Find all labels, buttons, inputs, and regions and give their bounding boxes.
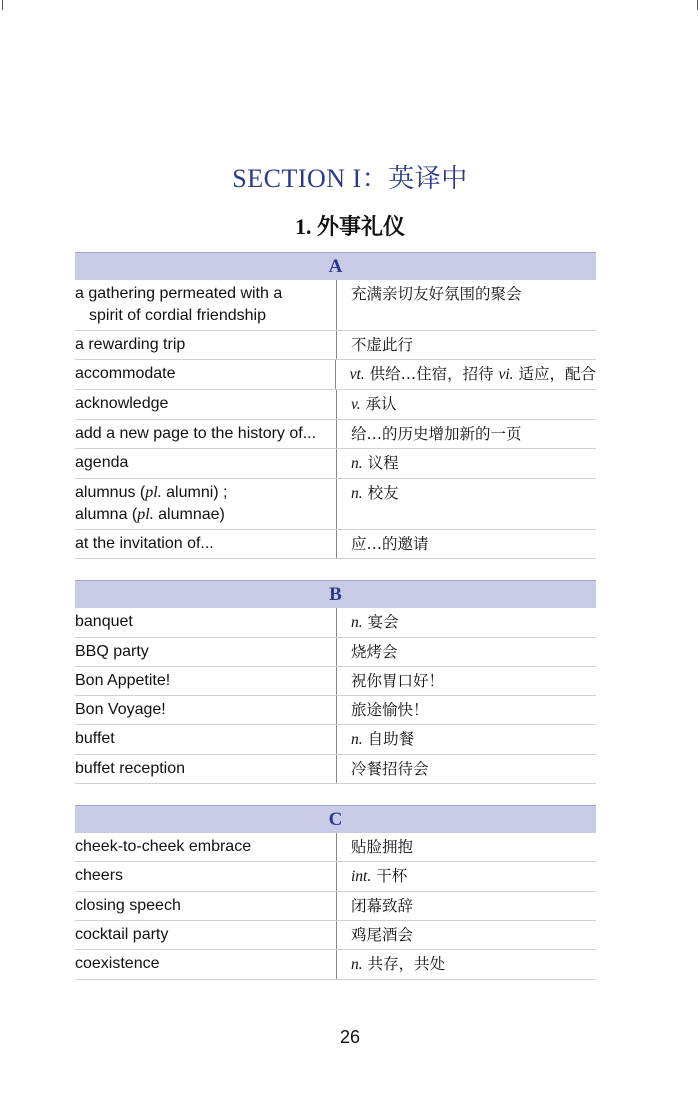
chinese-translation-text: 议程 — [367, 454, 399, 472]
chinese-translation — [337, 921, 596, 949]
glossary-table — [75, 252, 596, 1001]
glossary-row — [75, 696, 596, 725]
chinese-translation-text: 祝你胃口好！ — [351, 672, 445, 690]
chinese-translation-text: 烧烤会 — [351, 643, 398, 661]
english-term-text: alumna ( — [75, 506, 138, 523]
group-letter-header: A — [75, 252, 596, 280]
english-term-line: spirit of cordial friendship — [89, 307, 266, 324]
chinese-translation-text: 旅途愉快！ — [351, 701, 429, 719]
glossary-row — [75, 950, 596, 980]
glossary-row — [75, 420, 596, 449]
english-term — [75, 530, 337, 558]
chinese-translation — [336, 360, 596, 389]
chinese-translation-text: 贴脸拥抱 — [351, 838, 414, 856]
glossary-row — [75, 667, 596, 696]
english-term-line: a gathering permeated with a — [75, 285, 283, 302]
english-term — [75, 950, 337, 979]
part-of-speech: n. — [351, 956, 363, 973]
english-term-line: buffet reception — [75, 760, 186, 777]
english-term-line: buffet — [75, 730, 115, 747]
chinese-translation-text: 自助餐 — [367, 730, 415, 748]
english-term-line — [75, 504, 332, 526]
chinese-translation-text: 干杯 — [376, 867, 408, 885]
chinese-translation — [337, 696, 596, 724]
english-term — [75, 921, 337, 949]
chinese-translation — [337, 755, 596, 783]
chinese-translation — [337, 862, 596, 891]
glossary-row — [75, 360, 596, 390]
glossary-row — [75, 755, 596, 784]
english-term — [75, 638, 337, 666]
chinese-translation — [337, 667, 596, 695]
chinese-translation-text: 承认 — [365, 395, 397, 413]
chinese-translation — [337, 892, 596, 920]
glossary-group — [75, 805, 596, 980]
english-term-line: a rewarding trip — [75, 336, 186, 353]
english-term-line: add a new page to the history of... — [75, 425, 317, 442]
english-term — [75, 479, 337, 529]
plural-abbrev: pl. — [145, 484, 162, 501]
english-term-line: cocktail party — [75, 926, 169, 943]
chinese-translation-text: 鸡尾酒会 — [351, 926, 414, 944]
chinese-translation — [337, 390, 596, 419]
chinese-translation — [337, 833, 596, 861]
glossary-group — [75, 252, 596, 559]
glossary-row — [75, 449, 596, 479]
glossary-row — [75, 280, 596, 331]
plural-abbrev: pl. — [137, 506, 154, 523]
english-term-line: BBQ party — [75, 643, 149, 660]
english-term-text: alumni) ; — [161, 484, 228, 501]
glossary-row — [75, 892, 596, 921]
group-letter-header: B — [75, 580, 596, 608]
chinese-translation-text: 不虚此行 — [351, 336, 414, 354]
english-term — [75, 280, 337, 330]
english-term-line: acknowledge — [75, 395, 169, 412]
part-of-speech: v. — [351, 396, 361, 413]
english-term — [75, 696, 337, 724]
glossary-group — [75, 580, 596, 784]
english-term-line: cheek-to-cheek embrace — [75, 838, 252, 855]
english-term — [75, 360, 336, 389]
part-of-speech: vi. — [498, 366, 514, 383]
chinese-translation-text: 共存，共处 — [367, 955, 446, 973]
page-number: 26 — [339, 1027, 361, 1047]
english-term-line: closing speech — [75, 897, 181, 914]
chinese-translation-text: 适应，配合 — [513, 365, 596, 383]
chinese-translation-text: 供给…住宿，招待 — [364, 365, 499, 383]
english-term-line: at the invitation of... — [75, 535, 214, 552]
english-term — [75, 725, 337, 754]
glossary-row — [75, 725, 596, 755]
chinese-translation — [337, 331, 596, 359]
part-of-speech: n. — [351, 455, 363, 472]
chinese-translation-text: 应…的邀请 — [351, 535, 429, 553]
glossary-row — [75, 608, 596, 638]
chinese-translation — [337, 479, 596, 529]
english-term — [75, 755, 337, 783]
english-term-line: coexistence — [75, 955, 160, 972]
glossary-row — [75, 921, 596, 950]
english-term-line: agenda — [75, 454, 129, 471]
english-term — [75, 833, 337, 861]
chinese-translation — [337, 638, 596, 666]
glossary-row — [75, 862, 596, 892]
part-of-speech: n. — [351, 614, 363, 631]
english-term-line: Bon Appetite! — [75, 672, 171, 689]
glossary-row — [75, 833, 596, 862]
english-term-line: cheers — [75, 867, 124, 884]
crop-mark-left — [2, 0, 3, 10]
chinese-translation — [337, 725, 596, 754]
english-term — [75, 608, 337, 637]
english-term-text: alumnae) — [153, 506, 225, 523]
crop-mark-right — [697, 0, 698, 10]
glossary-row — [75, 479, 596, 530]
chinese-translation-text: 给…的历史增加新的一页 — [351, 425, 522, 443]
chapter-title: 1. 外事礼仪 — [294, 214, 405, 239]
section-title: SECTION I：英译中 — [232, 164, 468, 193]
chinese-translation-text: 宴会 — [367, 613, 399, 631]
part-of-speech: n. — [351, 485, 363, 502]
glossary-row — [75, 638, 596, 667]
chinese-translation-text: 充满亲切友好氛围的聚会 — [351, 285, 522, 303]
glossary-row — [75, 331, 596, 360]
part-of-speech: n. — [351, 731, 363, 748]
part-of-speech: int. — [351, 868, 372, 885]
glossary-row — [75, 530, 596, 559]
chinese-translation — [337, 530, 596, 558]
english-term-line: Bon Voyage! — [75, 701, 166, 718]
english-term-text: alumnus ( — [75, 484, 146, 501]
chinese-translation-text: 冷餐招待会 — [351, 760, 429, 778]
english-term — [75, 331, 337, 359]
english-term-line — [75, 482, 332, 504]
chinese-translation-text: 校友 — [367, 484, 399, 502]
chinese-translation-text: 闭幕致辞 — [351, 897, 414, 915]
english-term — [75, 862, 337, 891]
chinese-translation — [337, 449, 596, 478]
glossary-row — [75, 390, 596, 420]
group-letter-header: C — [75, 805, 596, 833]
chinese-translation — [337, 420, 596, 448]
english-term — [75, 667, 337, 695]
chinese-translation — [337, 280, 596, 330]
english-term-line: banquet — [75, 613, 133, 630]
english-term — [75, 420, 337, 448]
english-term — [75, 449, 337, 478]
chinese-translation — [337, 950, 596, 979]
chinese-translation — [337, 608, 596, 637]
english-term-line: accommodate — [75, 365, 176, 382]
english-term — [75, 892, 337, 920]
english-term — [75, 390, 337, 419]
part-of-speech: vt. — [349, 366, 365, 383]
